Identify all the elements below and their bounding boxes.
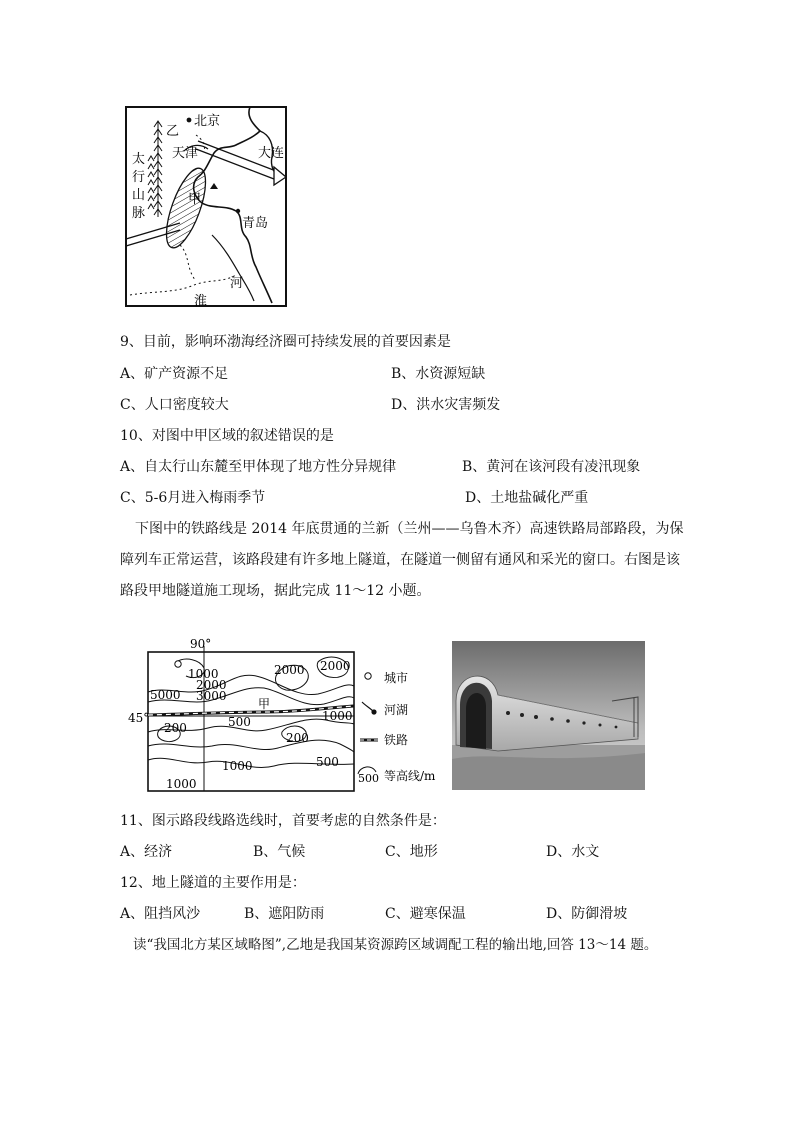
bohai-map-svg [124,105,288,308]
contour-map [128,636,446,793]
legend-city-icon [365,673,371,679]
bohai-region-map [124,105,288,308]
contour-label: 500 [228,715,251,729]
contour-map-svg [128,636,446,793]
map-legend [358,671,436,785]
passage-line-3: 路段甲地隧道施工现场，据此完成 11～12 小题。 [120,583,431,599]
label-90deg: 90° [190,637,212,651]
legend-contour-value: 500 [358,772,379,785]
qingdao-dot [236,209,240,213]
label-taihang-4: 脉 [132,206,146,221]
q10-option-d[interactable]: D、土地盐碱化严重 [465,490,589,506]
transfer-arrow-head [274,167,286,185]
q11-option-b[interactable]: B、气候 [253,844,306,860]
contour-label: 2000 [196,678,227,692]
label-dalian: 大连 [258,146,285,161]
q12-option-a[interactable]: A、阻挡风沙 [120,906,201,922]
label-45deg: 45° [128,711,150,725]
question-11-stem: 11、图示路段线路选线时，首要考虑的自然条件是： [120,813,446,829]
label-qingdao: 青岛 [242,216,269,231]
q12-option-b[interactable]: B、遮阳防雨 [244,906,325,922]
q10-option-a[interactable]: A、自太行山东麓至甲体现了地方性分异规律 [120,459,397,475]
contour-label: 3000 [196,689,227,703]
river [212,235,254,301]
label-huai: 淮 [194,294,208,309]
q11-option-a[interactable]: A、经济 [120,844,173,860]
contour-label: 1000 [188,667,219,681]
contour-label: 2000 [274,663,305,677]
q9-option-a[interactable]: A、矿产资源不足 [120,366,229,382]
coastline [194,107,272,303]
passage-line-1: 下图中的铁路线是 2014 年底贯通的兰新（兰州——乌鲁木齐）高速铁路局部路段，为保 [135,521,684,537]
q10-option-b[interactable]: B、黄河在该河段有凌汛现象 [462,459,641,475]
tunnel-construction-photo [452,641,645,790]
label-jia-map2: 甲 [258,697,271,711]
legend-lake-dot [371,709,376,714]
contour-label: 500 [316,755,339,769]
label-yi: 乙 [166,124,180,139]
province-border-2 [180,245,196,281]
label-jia: 甲 [188,192,202,207]
legend-rail-label: 铁路 [384,733,409,747]
label-he: 河 [230,276,244,291]
label-tianjin: 天津 [172,146,199,161]
contour-label: 1000 [222,759,253,773]
beijing-dot [187,118,192,123]
q11-option-c[interactable]: C、地形 [385,844,438,860]
city-symbol-map [175,661,181,667]
question-12-stem: 12、地上隧道的主要作用是： [120,875,306,891]
contour-label: 1000 [322,709,353,723]
taihang-mountain-symbols [148,121,162,217]
label-beijing: 北京 [194,114,221,129]
question-10-stem: 10、对图中甲区域的叙述错误的是 [120,428,334,444]
q10-option-c[interactable]: C、5-6月进入梅雨季节 [120,490,266,506]
q9-option-b[interactable]: B、水资源短缺 [391,366,486,382]
label-taihang-1: 太 [132,152,146,167]
contour-label: 200 [164,721,187,735]
question-9-stem: 9、目前，影响环渤海经济圈可持续发展的首要因素是 [120,334,451,350]
legend-lake-label: 河湖 [384,703,409,717]
q9-option-d[interactable]: D、洪水灾害频发 [391,397,501,413]
contour-label: 1000 [166,777,197,791]
passage-line-2: 障列车正常运营，该路段建有许多地上隧道，在隧道一侧留有通风和采光的窗口。右图是该 [120,552,680,568]
label-taihang-2: 行 [132,170,146,185]
passage-2: 读“我国北方某区域略图”,乙地是我国某资源跨区域调配工程的输出地,回答 13～14 题。 [133,937,658,953]
province-border [130,275,236,295]
legend-contour-label: 等高线/m [384,769,436,783]
contour-label: 2000 [320,659,351,673]
jia-hatched-area [158,164,213,253]
label-taihang-3: 山 [132,188,146,203]
tunnel-photo-svg [452,641,645,790]
q9-option-c[interactable]: C、人口密度较大 [120,397,229,413]
legend-city-label: 城市 [384,671,409,685]
mountain-peak-mark [210,183,218,189]
q11-option-d[interactable]: D、水文 [546,844,600,860]
contour-label: 5000 [150,688,181,702]
q12-option-c[interactable]: C、避寒保温 [385,906,466,922]
q12-option-d[interactable]: D、防御滑坡 [546,906,628,922]
contour-label: 200 [286,731,309,745]
